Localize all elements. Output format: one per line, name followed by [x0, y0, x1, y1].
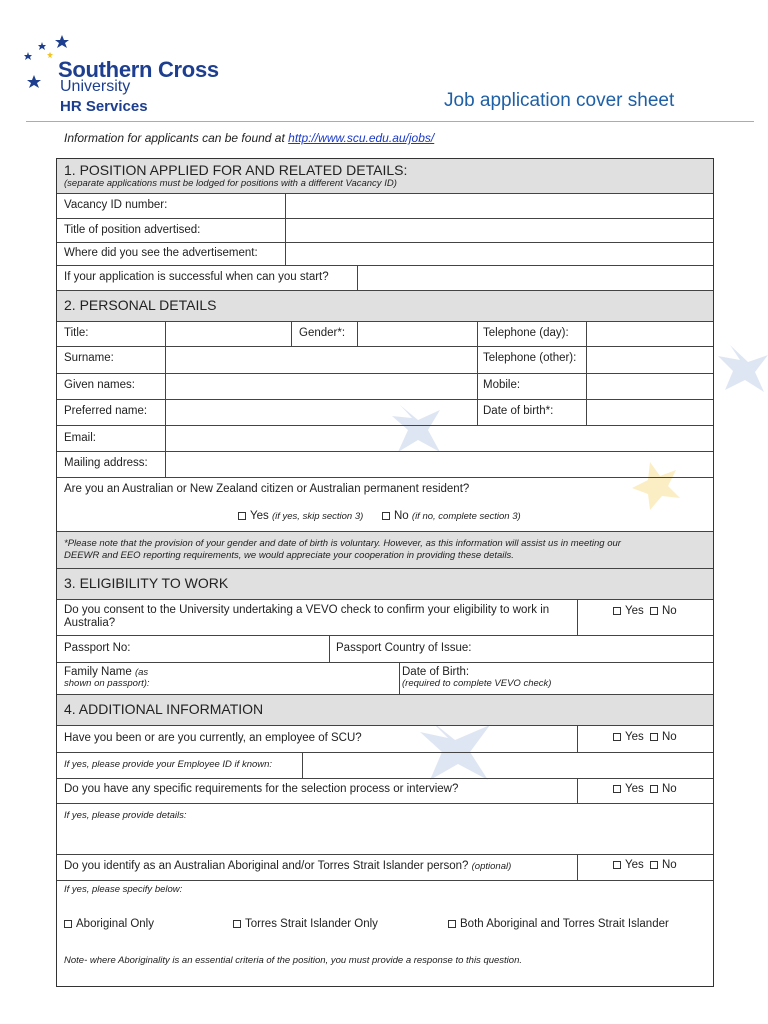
vevo-dob-note: (required to complete VEVO check) — [402, 678, 552, 689]
requirements-details-label: If yes, please provide details: — [64, 810, 187, 821]
telephone-day-label: Telephone (day): — [483, 327, 569, 339]
info-line — [64, 131, 434, 145]
checkbox-icon — [382, 512, 390, 520]
checkbox-icon — [238, 512, 246, 520]
tsi-only-option[interactable]: Torres Strait Islander Only — [233, 918, 378, 930]
employee-question: Have you been or are you currently, an employee of SCU? — [64, 732, 362, 744]
checkbox-icon — [613, 733, 621, 741]
passport-country-label: Passport Country of Issue: — [336, 642, 472, 654]
info-text: Information for applicants can be found at — [64, 131, 289, 145]
family-name-note: shown on passport): — [64, 678, 150, 689]
start-date-label: If your application is successful when can you start? — [64, 271, 329, 283]
surname-label: Surname: — [64, 352, 114, 364]
mailing-address-label: Mailing address: — [64, 457, 148, 469]
logo-name: Southern Cross — [58, 57, 219, 82]
section2-heading: 2. PERSONAL DETAILS — [64, 297, 217, 313]
checkbox-icon — [233, 920, 241, 928]
position-title-label: Title of position advertised: — [64, 224, 201, 236]
mobile-label: Mobile: — [483, 379, 521, 391]
aboriginality-note: Note- where Aboriginality is an essential criteria of the position, you must provide a response to this question. — [64, 955, 522, 966]
section1-heading: 1. POSITION APPLIED FOR AND RELATED DETAILS: — [64, 162, 408, 178]
header-divider — [26, 121, 754, 122]
checkbox-icon — [650, 785, 658, 793]
application-form — [56, 158, 714, 987]
checkbox-icon — [613, 785, 621, 793]
requirements-question: Do you have any specific requirements for the selection process or interview? — [64, 783, 459, 795]
preferred-name-label: Preferred name: — [64, 405, 148, 417]
vevo-yes-no[interactable]: Yes No — [613, 605, 677, 617]
passport-no-label: Passport No: — [64, 642, 131, 654]
checkbox-icon — [613, 861, 621, 869]
citizen-yes-option[interactable]: Yes (if yes, skip section 3) — [238, 510, 363, 522]
citizen-no-option[interactable]: No (if no, complete section 3) — [382, 510, 521, 522]
vacancy-id-label: Vacancy ID number: — [64, 199, 168, 211]
requirements-yes-no[interactable]: Yes No — [613, 783, 677, 795]
checkbox-icon — [613, 607, 621, 615]
employee-id-label: If yes, please provide your Employee ID if known: — [64, 759, 273, 770]
checkbox-icon — [64, 920, 72, 928]
atsi-specify-label: If yes, please specify below: — [64, 884, 183, 895]
vevo-question-line2: Australia? — [64, 617, 116, 629]
section4-heading: 4. ADDITIONAL INFORMATION — [64, 701, 264, 717]
family-name-label: Family Name (as — [64, 666, 149, 678]
vevo-dob-label: Date of Birth: — [402, 666, 470, 678]
title-label: Title: — [64, 327, 89, 339]
jobs-link[interactable]: http://www.scu.edu.au/jobs/ — [288, 131, 435, 145]
checkbox-icon — [448, 920, 456, 928]
section3-heading: 3. ELIGIBILITY TO WORK — [64, 575, 229, 591]
both-option[interactable]: Both Aboriginal and Torres Strait Islander — [448, 918, 669, 930]
logo-department: HR Services — [60, 98, 148, 115]
employee-yes-no[interactable]: Yes No — [613, 731, 677, 743]
checkbox-icon — [650, 733, 658, 741]
privacy-note-line2: DEEWR and EEO reporting requirements, we would appreciate your cooperation in providing these details. — [64, 550, 514, 561]
gender-label: Gender*: — [299, 327, 346, 339]
given-names-label: Given names: — [64, 379, 135, 391]
advert-source-label: Where did you see the advertisement: — [64, 247, 258, 259]
telephone-other-label: Telephone (other): — [483, 352, 577, 364]
vevo-question-line1: Do you consent to the University undertaking a VEVO check to confirm your eligibility to work in — [64, 604, 550, 616]
privacy-note-line1: *Please note that the provision of your gender and date of birth is voluntary. However, as this information will assist us in meeting our — [64, 538, 621, 549]
checkbox-icon — [650, 607, 658, 615]
citizenship-question: Are you an Australian or New Zealand citizen or Australian permanent resident? — [64, 483, 470, 495]
dob-label: Date of birth*: — [483, 405, 554, 417]
atsi-question: Do you identify as an Australian Aboriginal and/or Torres Strait Islander person? (optional) — [64, 860, 512, 872]
logo-subtitle: University — [60, 78, 131, 95]
section1-subheading: (separate applications must be lodged for positions with a different Vacancy ID) — [64, 178, 397, 189]
page-title: Job application cover sheet — [444, 90, 675, 111]
checkbox-icon — [650, 861, 658, 869]
atsi-yes-no[interactable]: Yes No — [613, 859, 677, 871]
aboriginal-only-option[interactable]: Aboriginal Only — [64, 918, 154, 930]
email-label: Email: — [64, 432, 96, 444]
